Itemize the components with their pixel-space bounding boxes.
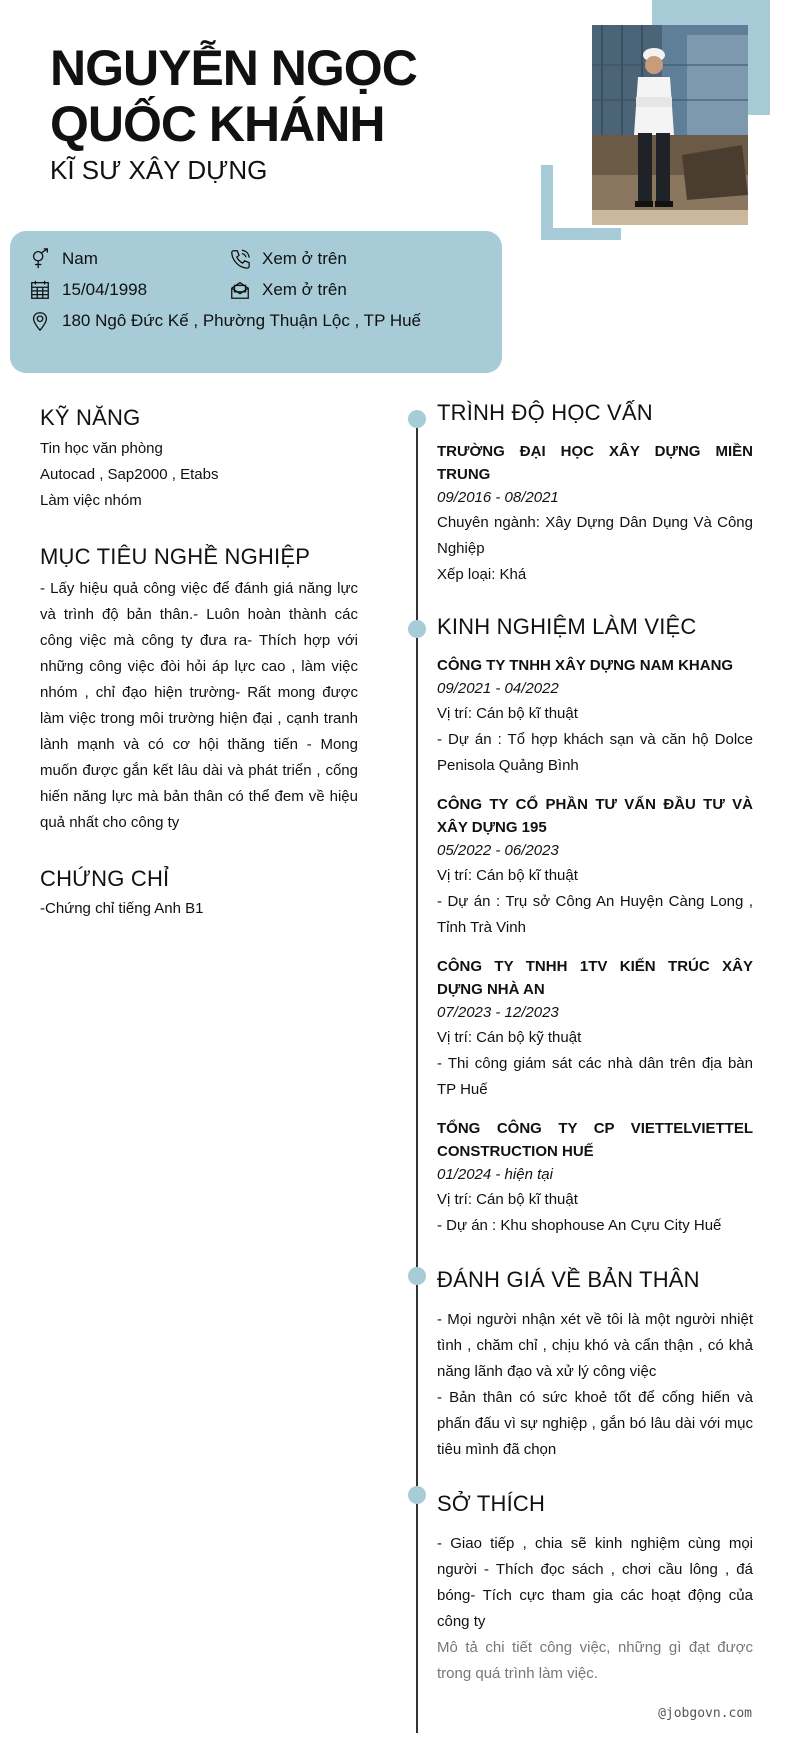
self-assessment-text-1: - Mọi người nhận xét về tôi là một người nhiệt tình , chăm chỉ , chịu khó và cẩn thận , có khả năng lãnh đạo và xử lý công việc bbox=[437, 1311, 753, 1380]
job-company: CÔNG TY TNHH 1TV KIẾN TRÚC XÂY DỰNG NHÀ AN bbox=[437, 958, 753, 998]
job-date: 07/2023 - 12/2023 bbox=[437, 1004, 559, 1021]
skill-item: Làm việc nhóm bbox=[40, 492, 142, 509]
watermark-footer: @jobgovn.com bbox=[658, 1706, 752, 1721]
experience-title: KINH NGHIỆM LÀM VIỆC bbox=[437, 614, 697, 639]
candidate-name bbox=[50, 40, 417, 152]
contact-gender bbox=[28, 247, 98, 271]
contact-info-box bbox=[10, 231, 502, 373]
gender-icon bbox=[28, 247, 52, 271]
email-value: Xem ở trên bbox=[262, 280, 347, 299]
education-major: Chuyên ngành: Xây Dựng Dân Dụng Và Công Nghiệp bbox=[437, 514, 753, 557]
education-title: TRÌNH ĐỘ HỌC VẤN bbox=[437, 400, 653, 425]
job-position: Vị trí: Cán bộ kĩ thuật bbox=[437, 1191, 578, 1208]
hobbies-title: SỞ THÍCH bbox=[437, 1491, 546, 1516]
job-company: CÔNG TY TNHH XÂY DỰNG NAM KHANG bbox=[437, 657, 734, 674]
contact-birthday bbox=[28, 278, 147, 302]
objective-text: - Lấy hiệu quả công việc để đánh giá năng lực và trình độ bản thân.- Luôn hoàn thành các công việc mà công ty đưa ra- Thích hợp với những công việc đòi hỏi áp lực cao , làm việc nhóm , chỉ đạo hiện trường- Rất mong được làm việc trong môi trường hiện đại , cạnh tranh lành mạnh và có cơ hội thăng tiến - Mong muốn được gắn kết lâu dài và phát triển , cống hiến năng lực mà bản thân có thể đem về hiệu quả nhất cho công ty bbox=[40, 580, 358, 831]
objective-section bbox=[40, 544, 358, 836]
timeline-dot-self-assessment bbox=[408, 1267, 426, 1285]
skill-item: Autocad , Sap2000 , Etabs bbox=[40, 466, 219, 483]
skills-section bbox=[40, 405, 358, 514]
certificate-item: -Chứng chỉ tiếng Anh B1 bbox=[40, 900, 204, 917]
skill-item: Tin học văn phòng bbox=[40, 440, 163, 457]
gender-value: Nam bbox=[62, 249, 98, 268]
phone-value: Xem ở trên bbox=[262, 249, 347, 268]
hobbies-text: - Giao tiếp , chia sẽ kinh nghiệm cùng mọi người - Thích đọc sách , chơi cầu lông , đá bóng- Tích cực tham gia các hoạt động của công ty bbox=[437, 1535, 753, 1630]
address-value: 180 Ngô Đức Kế , Phường Thuận Lộc , TP Huế bbox=[62, 311, 422, 330]
job-entry bbox=[437, 793, 753, 941]
timeline-dot-hobbies bbox=[408, 1486, 426, 1504]
photo-decor-bracket-horizontal bbox=[541, 228, 621, 240]
job-title: KĨ SƯ XÂY DỰNG bbox=[50, 155, 268, 185]
job-entry bbox=[437, 654, 753, 779]
experience-section bbox=[437, 614, 753, 1239]
certificates-section bbox=[40, 866, 358, 922]
name-line-1: NGUYỄN NGỌC bbox=[50, 40, 417, 96]
job-position: Vị trí: Cán bộ kĩ thuật bbox=[437, 705, 578, 722]
education-grade: Xếp loại: Khá bbox=[437, 566, 527, 583]
contact-phone bbox=[228, 247, 347, 271]
objective-title: MỤC TIÊU NGHỀ NGHIỆP bbox=[40, 544, 311, 569]
timeline-dot-experience bbox=[408, 620, 426, 638]
right-column bbox=[437, 400, 753, 1687]
job-position: Vị trí: Cán bộ kỹ thuật bbox=[437, 1029, 582, 1046]
job-date: 05/2022 - 06/2023 bbox=[437, 842, 559, 859]
job-company: TỔNG CÔNG TY CP VIETTELVIETTEL CONSTRUCTION HUẾ bbox=[437, 1120, 753, 1160]
job-project: - Thi công giám sát các nhà dân trên địa bàn TP Huế bbox=[437, 1055, 753, 1098]
job-project: - Dự án : Trụ sở Công An Huyện Càng Long , Tỉnh Trà Vinh bbox=[437, 893, 753, 936]
calendar-icon bbox=[28, 278, 52, 302]
self-assessment-text-2: - Bản thân có sức khoẻ tốt để cống hiến và phấn đấu vì sự nghiệp , gắn bó lâu dài với mục tiêu mình đã chọn bbox=[437, 1389, 753, 1458]
job-date: 01/2024 - hiện tại bbox=[437, 1166, 553, 1183]
birthday-value: 15/04/1998 bbox=[62, 280, 148, 299]
email-icon bbox=[228, 278, 252, 302]
job-entry bbox=[437, 1117, 753, 1239]
job-date: 09/2021 - 04/2022 bbox=[437, 680, 559, 697]
job-project: - Dự án : Tổ hợp khách sạn và căn hộ Dolce Penisola Quảng Bình bbox=[437, 731, 753, 774]
contact-address bbox=[28, 309, 421, 333]
hobbies-section bbox=[437, 1491, 753, 1687]
skills-title: KỸ NĂNG bbox=[40, 405, 141, 430]
self-assessment-title: ĐÁNH GIÁ VỀ BẢN THÂN bbox=[437, 1267, 700, 1292]
job-company: CÔNG TY CỔ PHẦN TƯ VẤN ĐẦU TƯ VÀ XÂY DỰNG 195 bbox=[437, 796, 753, 836]
profile-photo bbox=[592, 25, 748, 225]
location-pin-icon bbox=[28, 309, 52, 333]
self-assessment-section bbox=[437, 1267, 753, 1463]
timeline-line bbox=[416, 418, 418, 1733]
job-entry bbox=[437, 955, 753, 1103]
job-project: - Dự án : Khu shophouse An Cựu City Huế bbox=[437, 1217, 722, 1234]
education-section bbox=[437, 400, 753, 588]
school-name: TRƯỜNG ĐẠI HỌC XÂY DỰNG MIỀN TRUNG bbox=[437, 443, 753, 483]
hobbies-placeholder-text: Mô tả chi tiết công việc, những gì đạt được trong quá trình làm việc. bbox=[437, 1639, 753, 1682]
phone-icon bbox=[228, 247, 252, 271]
name-line-2: QUỐC KHÁNH bbox=[50, 96, 385, 152]
job-position: Vị trí: Cán bộ kĩ thuật bbox=[437, 867, 578, 884]
profile-photo-image bbox=[592, 25, 748, 225]
left-column bbox=[40, 405, 358, 922]
timeline-dot-education bbox=[408, 410, 426, 428]
certificates-title: CHỨNG CHỈ bbox=[40, 866, 170, 891]
contact-email bbox=[228, 278, 347, 302]
education-date: 09/2016 - 08/2021 bbox=[437, 489, 559, 506]
